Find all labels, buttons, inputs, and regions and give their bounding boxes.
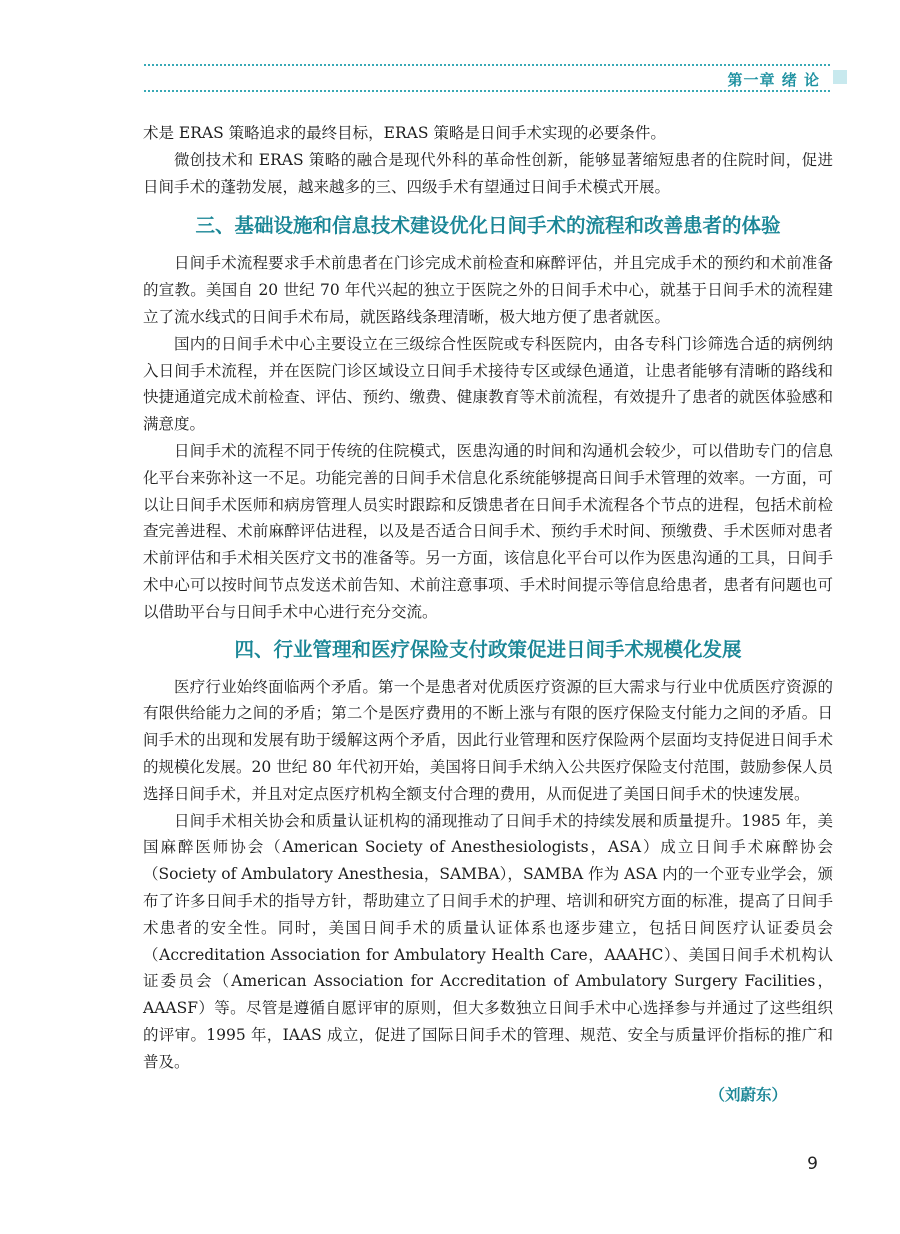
header-square-mark [833,70,847,84]
paragraph-s3-2: 国内的日间手术中心主要设立在三级综合性医院或专科医院内，由各专科门诊筛选合适的病例纳入日间手术流程，并在医院门诊区域设立日间手术接待专区或绿色通道，让患者能够有清晰的路线和快捷通道完成术前检查、评估、预约、缴费、健康教育等术前流程，有效提升了患者的就医体验感和满意度。 [143,334,833,434]
paragraph-continued: 术是 ERAS 策略追求的最终目标，ERAS 策略是日间手术实现的必要条件。 [143,124,666,142]
header-rule-bottom [144,90,830,92]
paragraph-s4-1: 医疗行业始终面临两个矛盾。第一个是患者对优质医疗资源的巨大需求与行业中优质医疗资源的有限供给能力之间的矛盾；第二个是医疗费用的不断上涨与有限的医疗保险支付能力之间的矛盾。日间手术的出现和发展有助于缓解这两个矛盾，因此行业管理和医疗保险两个层面均支持促进日间手术的规模化发展。20 世纪 80 年代初开始，美国将日间手术纳入公共医疗保险支付范围，鼓励参保人员选择日间手术，并且对定点医疗机构全额支付合理的费用，从而促进了美国日间手术的快速发展。 [143,677,833,803]
running-header-chapter: 第一章 绪 论 [727,71,820,89]
header-rule-top [144,64,830,66]
section-heading-4: 四、行业管理和医疗保险支付政策促进日间手术规模化发展 [234,637,742,661]
paragraph-s4-2: 日间手术相关协会和质量认证机构的涌现推动了日间手术的持续发展和质量提升。1985 年，美国麻醉医师协会（American Society of Anesthesiologists，ASA）成立日间手术麻醉协会（Society of Ambulatory Anesthesia，SAMBA），SAMBA 作为 ASA 内的一个亚专业学会，颁布了许多日间手术的指导方针，帮助建立了日间手术的护理、培训和研究方面的标准，提高了日间手术患者的安全性。同时，美国日间手术的质量认证体系也逐步建立，包括日间医疗认证委员会（Accreditation Association for Ambulatory Health Care，AAAHC）、美国日间手术机构认证委员会（American Association for Accreditation of Ambulatory Surgery Facilities，AAASF）等。尽管是遵循自愿评审的原则，但大多数独立日间手术中心选择参与并通过了这些组织的评审。1995 年，IAAS 成立，促进了国际日间手术的管理、规范、安全与质量评价指标的推广和普及。 [143,811,833,1071]
paragraph-s3-1: 日间手术流程要求手术前患者在门诊完成术前检查和麻醉评估，并且完成手术的预约和术前准备的宣教。美国自 20 世纪 70 年代兴起的独立于医院之外的日间手术中心，就基于日间手术的流程建立了流水线式的日间手术布局，就医路线条理清晰，极大地方便了患者就医。 [143,254,833,326]
page-number: 9 [807,1154,818,1174]
paragraph-mis-eras: 微创技术和 ERAS 策略的融合是现代外科的革命性创新，能够显著缩短患者的住院时间，促进日间手术的蓬勃发展，越来越多的三、四级手术有望通过日间手术模式开展。 [143,150,833,196]
paragraph-s3-3: 日间手术的流程不同于传统的住院模式，医患沟通的时间和沟通机会较少，可以借助专门的信息化平台来弥补这一不足。功能完善的日间手术信息化系统能够提高日间手术管理的效率。一方面，可以让日间手术医师和病房管理人员实时跟踪和反馈患者在日间手术流程各个节点的进程，包括术前检查完善进程、术前麻醉评估进程，以及是否适合日间手术、预约手术时间、预缴费、手术医师对患者术前评估和手术相关医疗文书的准备等。另一方面，该信息化平台可以作为医患沟通的工具，日间手术中心可以按时间节点发送术前告知、术前注意事项、手术时间提示等信息给患者，患者有问题也可以借助平台与日间手术中心进行充分交流。 [143,441,833,621]
author-attribution: （刘蔚东） [709,1085,787,1104]
page-body [143,120,833,1108]
section-heading-3: 三、基础设施和信息技术建设优化日间手术的流程和改善患者的体验 [195,214,781,238]
